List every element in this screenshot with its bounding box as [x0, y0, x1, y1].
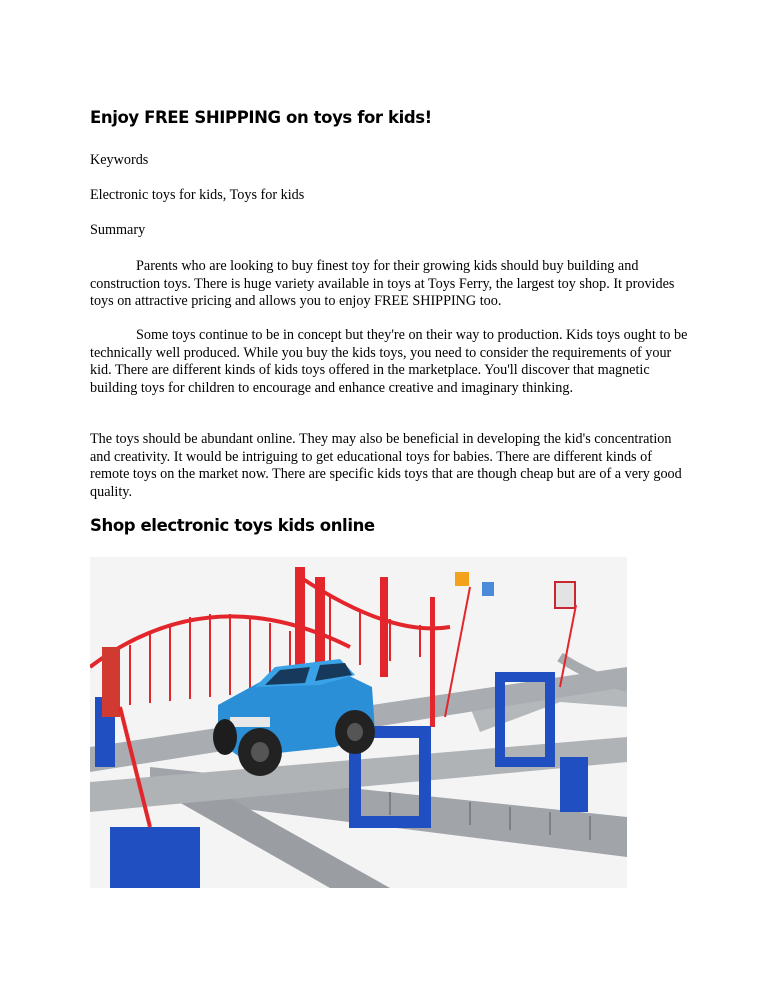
- keywords-label: Keywords: [90, 152, 149, 168]
- page-title: Enjoy FREE SHIPPING on toys for kids!: [90, 108, 432, 127]
- toy-track-photo: [90, 557, 627, 888]
- paragraph-3: The toys should be abundant online. They may also be beneficial in developing the kid's concentration and creativity. It would be intriguing to get educational toys for babies. There are different kinds of remote toys on the market now. There are specific kids toys that are though cheap but are of a very good quality.: [90, 431, 682, 500]
- keywords-value: Electronic toys for kids, Toys for kids: [90, 187, 305, 203]
- summary-label: Summary: [90, 222, 146, 238]
- paragraph-1: Parents who are looking to buy finest toy for their growing kids should buy building and construction toys. There is huge variety available in toys at Toys Ferry, the largest toy shop. It provides toys on attractive pricing and allows you to enjoy FREE SHIPPING too.: [90, 258, 675, 310]
- section-heading: Shop electronic toys kids online: [90, 516, 375, 535]
- paragraph-2: Some toys continue to be in concept but they're on their way to production. Kids toys ought to be technically well produced. While you buy the kids toys, you need to consider the requirements of your kid. There are different kinds of kids toys offered in the marketplace. You'll discover that magnetic building toys for children to encourage and enhance creative and imaginary thinking.: [90, 327, 688, 396]
